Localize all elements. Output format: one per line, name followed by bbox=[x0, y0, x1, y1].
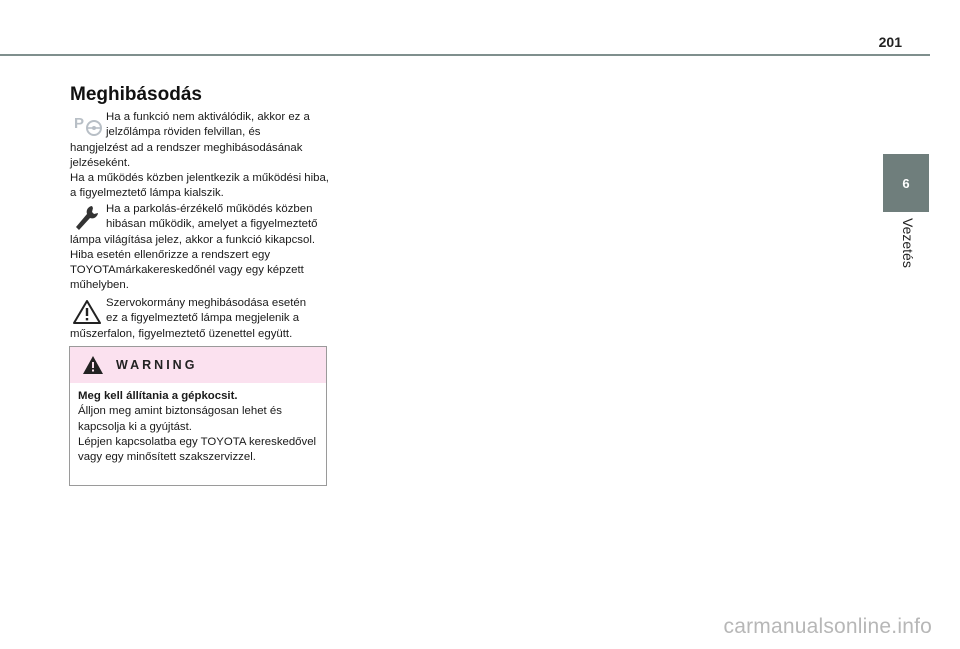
watermark: carmanualsonline.info bbox=[723, 615, 932, 638]
paragraph-4-lead2: ez a figyelmeztető lámpa megjelenik a bbox=[106, 312, 300, 325]
section-heading: Meghibásodás bbox=[70, 84, 202, 105]
warning-title: WARNING bbox=[116, 358, 198, 372]
chapter-title bbox=[884, 218, 930, 288]
chapter-title-text: Vezetés bbox=[900, 218, 916, 268]
paragraph-1-lead2: jelzőlámpa röviden felvillan, és bbox=[106, 126, 261, 139]
header-rule bbox=[0, 54, 930, 56]
warning-bold-line: Meg kell állítania a gépkocsit. bbox=[78, 390, 238, 402]
warning-header bbox=[70, 347, 326, 383]
warning-box bbox=[69, 346, 327, 486]
chapter-number: 6 bbox=[902, 175, 910, 191]
page-number: 201 bbox=[878, 34, 902, 50]
warning-line-2: Lépjen kapcsolatba egy TOYOTA kereskedővel vagy egy minősített szakszervizzel. bbox=[78, 435, 317, 464]
paragraph-3-lead: Ha a parkolás-érzékelő működés közben bbox=[106, 203, 313, 215]
paragraph-4-rest: műszerfalon, figyelmeztető üzenettel együtt. bbox=[70, 327, 293, 340]
svg-text:P: P bbox=[74, 115, 85, 132]
warning-line-1: Álljon meg amint biztonságosan lehet és kapcsolja ki a gyújtást. bbox=[78, 405, 282, 433]
paragraph-4-lead: Szervokormány meghibásodása esetén bbox=[106, 297, 307, 309]
paragraph-2: Ha a működés közben jelentkezik a működési hiba, a figyelmeztető lámpa kialszik. bbox=[70, 172, 329, 200]
paragraph-3 bbox=[70, 202, 332, 294]
paragraph-1-rest: hangjelzést ad a rendszer meghibásodásának jelzéseként. bbox=[70, 141, 303, 169]
paragraph-1-lead: Ha a funkció nem aktiválódik, akkor ez a bbox=[106, 111, 310, 123]
paragraph-4 bbox=[70, 296, 332, 342]
warning-triangle-icon bbox=[82, 355, 104, 375]
chapter-tab bbox=[883, 154, 929, 212]
paragraph-3-rest: lámpa világítása jelez, akkor a funkció kikapcsol. Hiba esetén ellenőrizze a rendszert egy TOYOTAmárkakereskedőnél vagy egy képzett műhelyben. bbox=[70, 233, 316, 292]
warning-body bbox=[70, 383, 326, 465]
paragraph-1 bbox=[70, 110, 332, 171]
paragraph-3-lead2: hibásan működik, amelyet a figyelmeztető bbox=[106, 218, 318, 231]
